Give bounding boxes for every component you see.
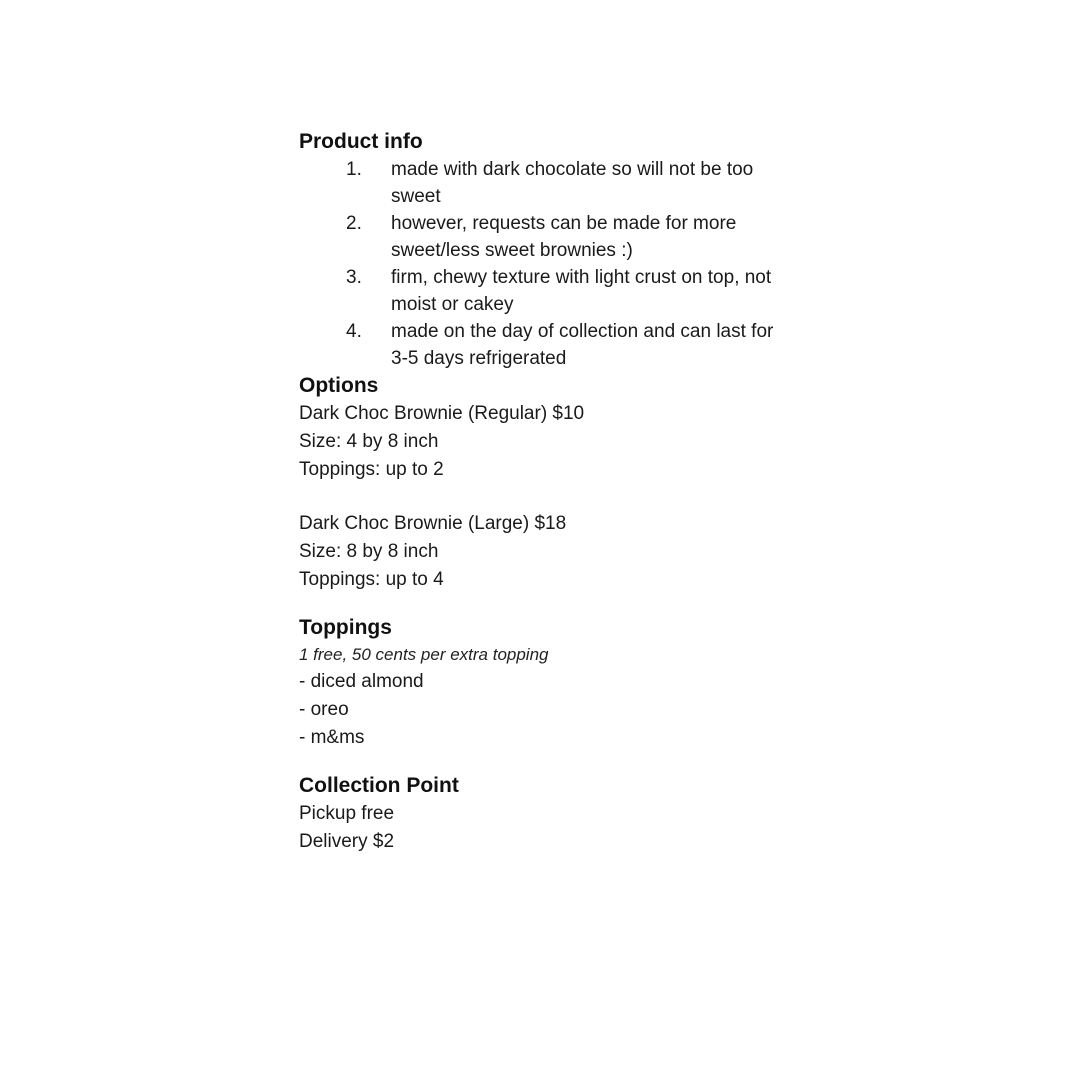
spacer (299, 484, 799, 510)
list-text: made on the day of collection and can last for 3-5 days refrigerated (391, 321, 774, 369)
spacer (299, 594, 799, 614)
collection-delivery: Delivery $2 (299, 831, 395, 852)
option-large-name: Dark Choc Brownie (Large) $18 (299, 513, 567, 534)
option-large-size: Size: 8 by 8 inch (299, 541, 439, 562)
toppings-heading: Toppings (299, 616, 392, 639)
list-number: 2. (346, 213, 362, 234)
option-large-toppings: Toppings: up to 4 (299, 569, 444, 590)
option-regular-size: Size: 4 by 8 inch (299, 431, 439, 452)
option-regular-toppings: Toppings: up to 2 (299, 459, 444, 480)
list-number: 3. (346, 267, 362, 288)
list-item (299, 318, 791, 372)
list-text: firm, chewy texture with light crust on top, not moist or cakey (391, 267, 772, 315)
product-info-list (299, 156, 799, 372)
collection-pickup: Pickup free (299, 803, 395, 824)
document-body (299, 128, 799, 856)
option-regular-name: Dark Choc Brownie (Regular) $10 (299, 403, 585, 424)
list-number: 1. (346, 159, 362, 180)
topping-item: - m&ms (299, 727, 365, 748)
list-number: 4. (346, 321, 362, 342)
list-item (299, 156, 791, 210)
collection-heading: Collection Point (299, 774, 459, 797)
topping-item: - oreo (299, 699, 349, 720)
spacer (299, 752, 799, 772)
list-item (299, 264, 791, 318)
list-item (299, 210, 791, 264)
product-info-heading: Product info (299, 130, 423, 153)
topping-item: - diced almond (299, 671, 424, 692)
list-text: made with dark chocolate so will not be too sweet (391, 159, 754, 207)
toppings-note: 1 free, 50 cents per extra topping (299, 645, 549, 664)
list-text: however, requests can be made for more sweet/less sweet brownies :) (391, 213, 737, 261)
options-heading: Options (299, 374, 379, 397)
